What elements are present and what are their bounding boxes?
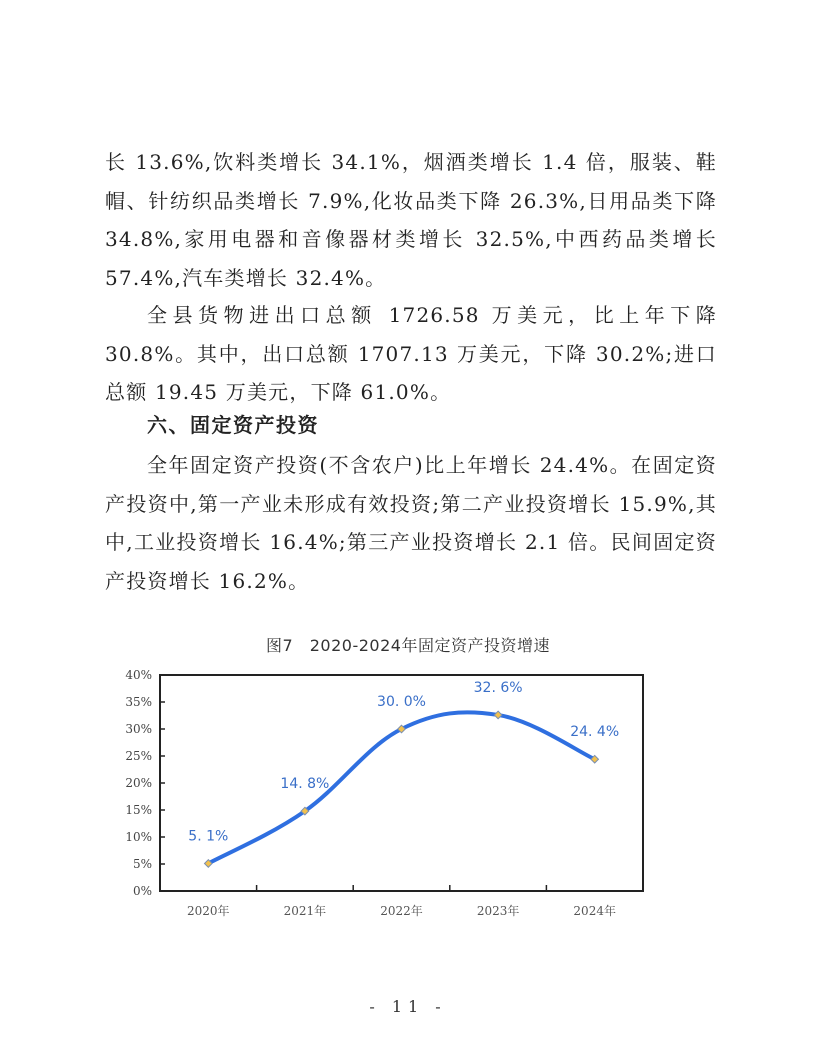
section-heading: 六、固定资产投资: [147, 413, 319, 437]
y-tick-label: 15%: [125, 803, 152, 817]
y-tick-label: 35%: [125, 695, 152, 709]
paragraph-retail-categories: 长 13.6%,饮料类增长 34.1%，烟酒类增长 1.4 倍，服装、鞋帽、针纺织品类增长 7.9%,化妆品类下降 26.3%,日用品类下降 34.8%,家用电器和音像器材类增长 32.5%,中西药品类增长 57.4%,汽车类增长 32.4%。: [105, 150, 717, 290]
y-tick-label: 25%: [125, 749, 152, 763]
y-tick-label: 10%: [125, 830, 152, 844]
x-tick-label: 2022年: [380, 904, 423, 918]
y-tick-label: 5%: [132, 857, 152, 871]
x-tick-label: 2021年: [283, 904, 327, 918]
y-tick-label: 30%: [125, 722, 152, 736]
x-tick-label: 2023年: [476, 904, 520, 918]
x-tick-label: 2020年: [187, 904, 230, 918]
chart-title: 图7 2020-2024年固定资产投资增速: [266, 636, 550, 655]
y-tick-label: 0%: [132, 884, 152, 898]
paragraph-fixed-asset-investment: 全年固定资产投资(不含农户)比上年增长 24.4%。在固定资产投资中,第一产业未形成有效投资;第二产业投资增长 15.9%,其中,工业投资增长 16.4%;第三产业投资增长 2.1 倍。民间固定资产投资增长 16.2%。: [105, 453, 717, 593]
x-tick-label: 2024年: [573, 904, 616, 918]
data-label: 14. 8%: [280, 776, 330, 793]
paragraph-import-export: 全县货物进出口总额 1726.58 万美元，比上年下降 30.8%。其中，出口总额 1707.13 万美元，下降 30.2%;进口总额 19.45 万美元，下降 61.0%。: [105, 303, 717, 404]
data-point-marker: [494, 711, 502, 719]
page-number: - 11 -: [369, 997, 447, 1016]
data-label: 5. 1%: [188, 828, 229, 845]
data-label: 24. 4%: [570, 724, 620, 741]
y-tick-label: 40%: [125, 668, 152, 682]
data-label: 30. 0%: [377, 694, 426, 710]
y-tick-label: 20%: [125, 776, 152, 790]
data-label: 32. 6%: [473, 679, 523, 696]
